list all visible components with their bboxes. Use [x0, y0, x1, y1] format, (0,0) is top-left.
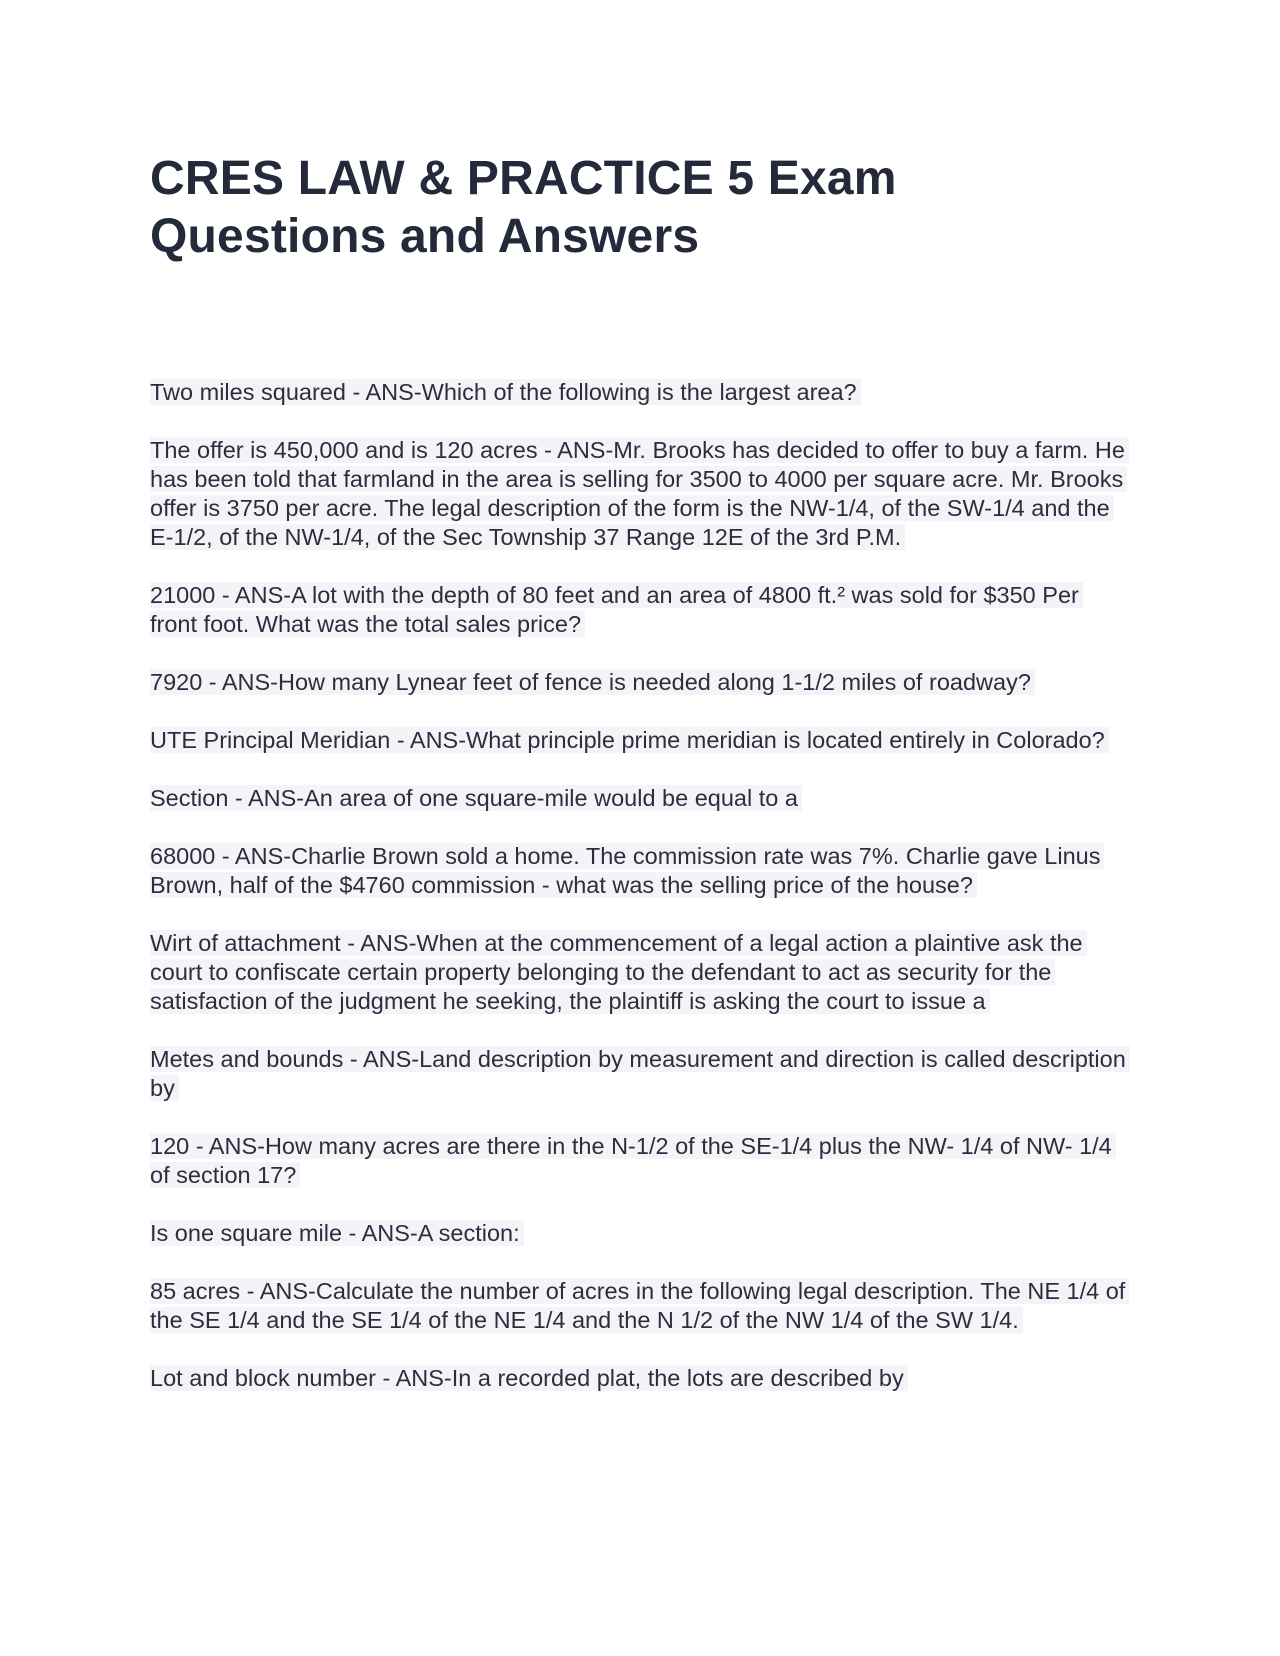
qa-item	[150, 726, 1130, 755]
qa-item	[150, 581, 1130, 639]
qa-list	[150, 378, 1130, 1393]
qa-text: The offer is 450,000 and is 120 acres - ANS-Mr. Brooks has decided to offer to buy a farm. He has been told that farmland in the area is selling for 3500 to 4000 per square acre. Mr. Brooks offer is 3750 per acre. The legal description of the form is the NW-1/4, of the SW-1/4 and the E-1/2, of the NW-1/4, of the Sec Township 37 Range 12E of the 3rd P.M.	[150, 437, 1129, 550]
document-page	[150, 150, 1130, 1422]
qa-item	[150, 1219, 1130, 1248]
qa-item	[150, 784, 1130, 813]
qa-text: Lot and block number - ANS-In a recorded plat, the lots are described by	[150, 1365, 908, 1391]
qa-item	[150, 436, 1130, 552]
qa-item	[150, 1364, 1130, 1393]
qa-text: 68000 - ANS-Charlie Brown sold a home. The commission rate was 7%. Charlie gave Linus Brown, half of the $4760 commission - what was the selling price of the house?	[150, 843, 1104, 898]
qa-text: 7920 - ANS-How many Lynear feet of fence is needed along 1-1/2 miles of roadway?	[150, 669, 1035, 695]
qa-text: Two miles squared - ANS-Which of the following is the largest area?	[150, 379, 861, 405]
qa-item	[150, 1132, 1130, 1190]
qa-item	[150, 1045, 1130, 1103]
qa-item	[150, 378, 1130, 407]
qa-text: 85 acres - ANS-Calculate the number of acres in the following legal description. The NE 1/4 of the SE 1/4 and the SE 1/4 of the NE 1/4 and the N 1/2 of the NW 1/4 of the SW 1/4.	[150, 1278, 1129, 1333]
qa-text: Section - ANS-An area of one square-mile would be equal to a	[150, 785, 802, 811]
qa-item	[150, 842, 1130, 900]
qa-text: 21000 - ANS-A lot with the depth of 80 feet and an area of 4800 ft.² was sold for $350 Per front foot. What was the total sales price?	[150, 582, 1083, 637]
qa-text: Wirt of attachment - ANS-When at the commencement of a legal action a plaintive ask the court to confiscate certain property belonging to the defendant to act as security for the satisfaction of the judgment he seeking, the plaintiff is asking the court to issue a	[150, 930, 1087, 1014]
qa-text: 120 - ANS-How many acres are there in the N-1/2 of the SE-1/4 plus the NW- 1/4 of NW- 1/4 of section 17?	[150, 1133, 1116, 1188]
qa-text: Metes and bounds - ANS-Land description by measurement and direction is called description by	[150, 1046, 1130, 1101]
qa-text: Is one square mile - ANS-A section:	[150, 1220, 524, 1246]
qa-item	[150, 668, 1130, 697]
qa-text: UTE Principal Meridian - ANS-What principle prime meridian is located entirely in Colorado?	[150, 727, 1109, 753]
qa-item	[150, 1277, 1130, 1335]
qa-item	[150, 929, 1130, 1016]
document-title: CRES LAW & PRACTICE 5 Exam Questions and Answers	[150, 152, 897, 263]
